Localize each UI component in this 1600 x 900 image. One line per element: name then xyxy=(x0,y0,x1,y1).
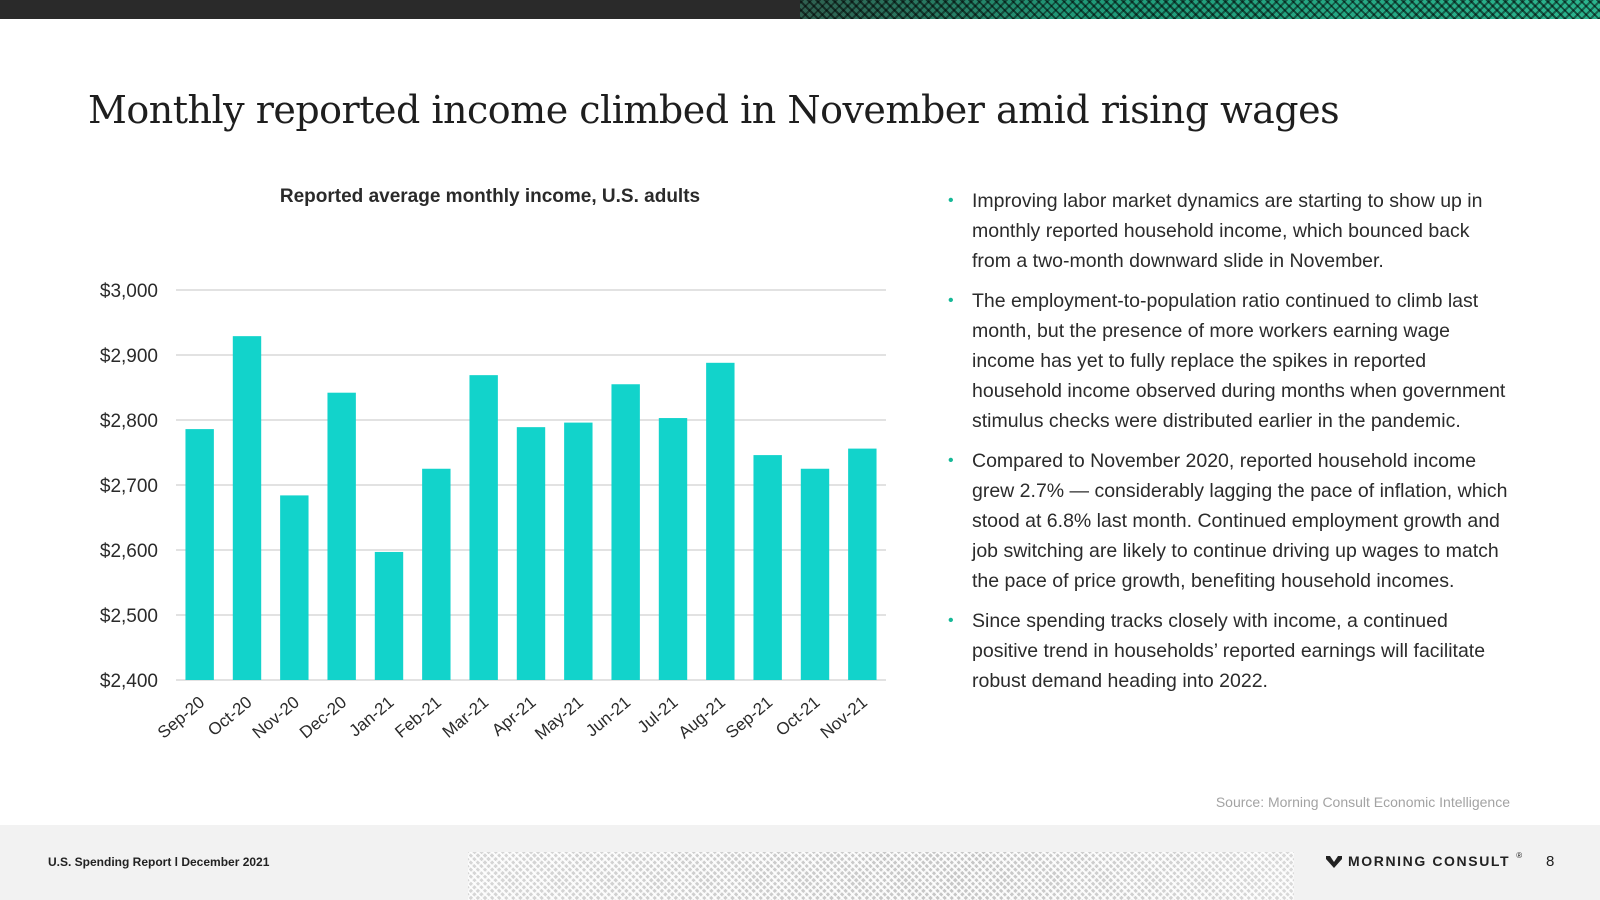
source-note: Source: Morning Consult Economic Intelligence xyxy=(1215,794,1510,810)
y-tick-label: $2,400 xyxy=(99,671,158,692)
bar-mar-21 xyxy=(469,375,497,680)
x-tick-label: Oct-21 xyxy=(772,692,824,740)
bullet-item xyxy=(948,286,1508,436)
bar-sep-20 xyxy=(185,429,213,680)
bar-feb-21 xyxy=(422,469,450,680)
bullet-text: Improving labor market dynamics are starting to show up in monthly reported household income, which bounced back from a two-month downward slide in November. xyxy=(972,190,1483,272)
y-tick-label: $2,700 xyxy=(99,476,158,497)
footer xyxy=(0,825,1600,900)
bar-jul-21 xyxy=(659,418,687,680)
bullet-text: Since spending tracks closely with income, a continued positive trend in households’ reported earnings will facilitate robust demand heading into 2022. xyxy=(972,610,1486,692)
x-tick-label: Nov-21 xyxy=(816,692,871,743)
x-tick-label: Jan-21 xyxy=(345,692,398,741)
page-title: Monthly reported income climbed in November amid rising wages xyxy=(88,88,1340,132)
x-tick-label: Sep-21 xyxy=(722,692,777,743)
commentary-list xyxy=(948,186,1508,706)
income-bar-chart xyxy=(60,250,900,780)
brand-trademark: ® xyxy=(1516,850,1523,860)
chart-title: Reported average monthly income, U.S. adults xyxy=(279,186,701,207)
bullet-icon: • xyxy=(948,292,954,309)
bullet-text: The employment-to-population ratio continued to climb last month, but the presence of more workers earning wage income has yet to fully replace the spikes in reported household income observed during months when government stimulus checks were distributed earlier in the pandemic. xyxy=(972,290,1506,432)
x-tick-label: Aug-21 xyxy=(674,692,729,743)
bar-jun-21 xyxy=(611,384,639,680)
brand-name: MORNING CONSULT xyxy=(1348,853,1511,869)
x-tick-label: Oct-20 xyxy=(204,692,256,740)
bullet-item xyxy=(948,446,1508,596)
morning-consult-logo-icon xyxy=(1326,854,1342,868)
footer-report-label: U.S. Spending Report l December 2021 xyxy=(48,855,270,869)
x-tick-label: Nov-20 xyxy=(248,692,303,743)
bullet-text: Compared to November 2020, reported household income grew 2.7% — considerably lagging the pace of inflation, which stood at 6.8% last month. Continued employment growth and job switching are likely to continue driving up wages to match the pace of price growth, benefiting household incomes. xyxy=(972,450,1508,592)
bar-nov-21 xyxy=(848,449,876,680)
x-tick-label: Apr-21 xyxy=(488,692,540,740)
bar-oct-21 xyxy=(801,469,829,680)
bar-dec-20 xyxy=(327,393,355,680)
bullet-icon: • xyxy=(948,192,954,209)
y-tick-label: $2,900 xyxy=(99,346,158,367)
page-number: 8 xyxy=(1546,853,1555,870)
bar-oct-20 xyxy=(233,336,261,680)
y-tick-label: $2,500 xyxy=(99,606,158,627)
bullet-icon: • xyxy=(948,612,954,629)
y-tick-label: $2,800 xyxy=(99,411,158,432)
bar-may-21 xyxy=(564,423,592,680)
bar-apr-21 xyxy=(517,427,545,680)
x-tick-label: Sep-20 xyxy=(154,692,209,743)
footer-pattern xyxy=(468,852,1294,900)
bullet-item xyxy=(948,186,1508,276)
y-tick-label: $2,600 xyxy=(99,541,158,562)
x-tick-label: Dec-20 xyxy=(296,692,351,743)
bar-sep-21 xyxy=(753,455,781,680)
top-pattern xyxy=(800,0,1600,19)
bullet-item xyxy=(948,606,1508,696)
bar-aug-21 xyxy=(706,363,734,680)
bar-jan-21 xyxy=(375,552,403,680)
y-tick-label: $3,000 xyxy=(99,281,158,302)
x-tick-label: May-21 xyxy=(531,692,587,744)
x-tick-label: Jul-21 xyxy=(633,692,682,737)
brand-logo xyxy=(1326,850,1523,869)
bar-nov-20 xyxy=(280,495,308,680)
bullet-icon: • xyxy=(948,452,954,469)
x-tick-label: Jun-21 xyxy=(582,692,635,741)
x-tick-label: Mar-21 xyxy=(438,692,493,742)
x-tick-label: Feb-21 xyxy=(391,692,445,742)
